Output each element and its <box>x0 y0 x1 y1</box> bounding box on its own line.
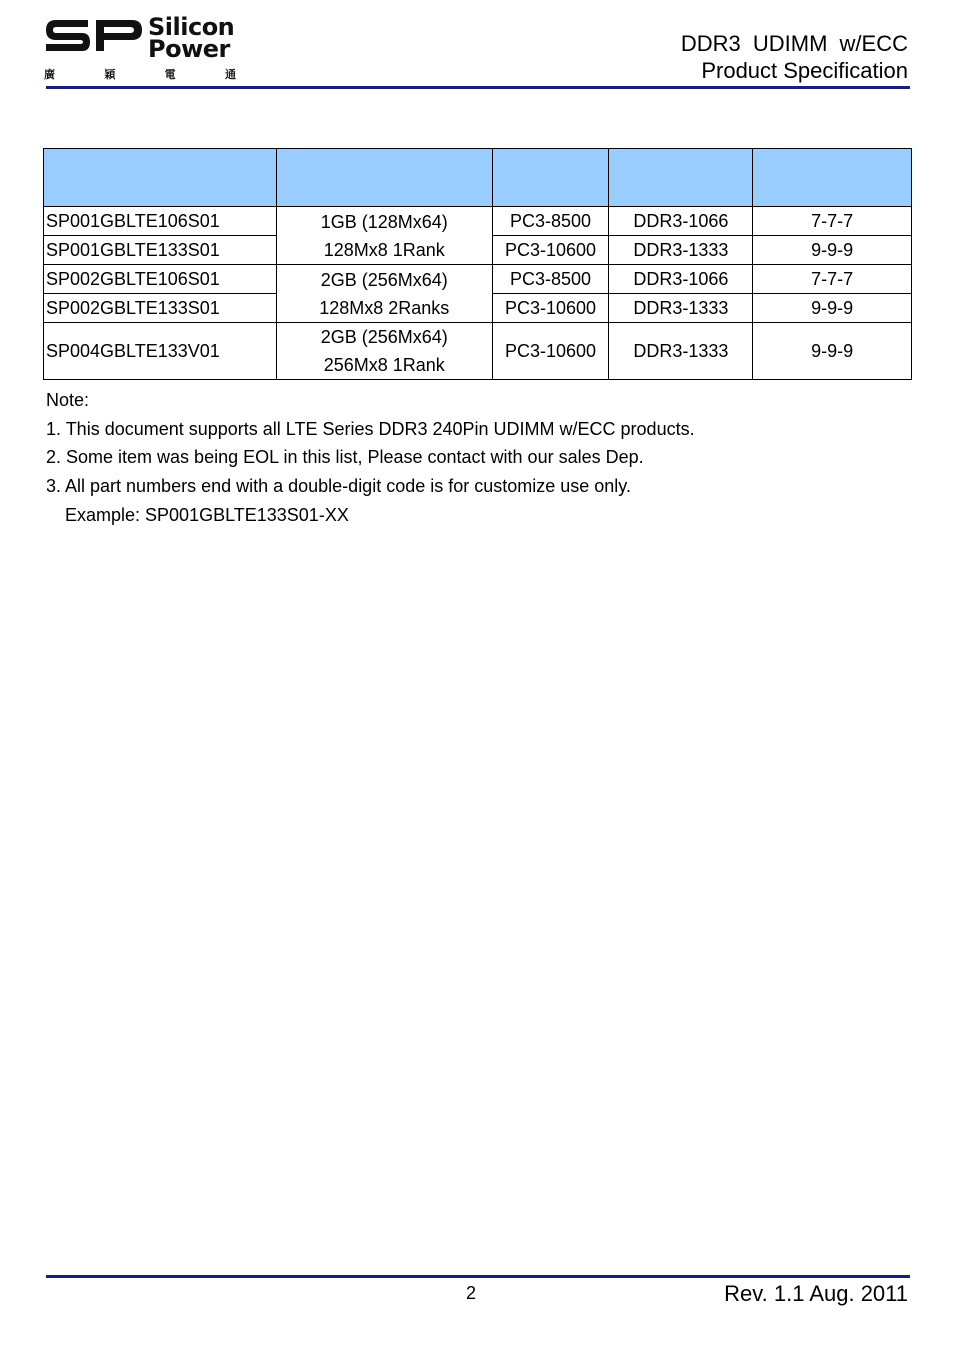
note-item: 2. Some item was being EOL in this list, Please contact with our sales Dep. <box>46 447 644 468</box>
latency-cell: 7-7-7 <box>753 207 912 236</box>
sp-logo-icon <box>44 16 144 60</box>
latency-cell: 7-7-7 <box>753 265 912 294</box>
table-header-row <box>44 149 912 207</box>
organization-line: 256Mx8 1Rank <box>323 355 445 375</box>
capacity-line: 1GB (128Mx64) <box>320 211 448 232</box>
logo-cjk-char: 廣 <box>44 68 55 81</box>
document-title-line1: DDR3 UDIMM w/ECC <box>680 31 908 56</box>
capacity-cell <box>276 207 492 265</box>
type-cell: DDR3-1333 <box>609 294 753 323</box>
footer-divider <box>46 1275 910 1278</box>
table-row <box>44 207 912 236</box>
column-header <box>44 149 277 207</box>
organization-line: 128Mx8 1Rank <box>323 239 445 260</box>
capacity-line: 2GB (256Mx64) <box>320 327 448 347</box>
page-number: 2 <box>466 1283 477 1303</box>
logo-chinese-name <box>44 66 236 82</box>
part-number-cell: SP002GBLTE133S01 <box>44 294 277 323</box>
speed-cell: PC3-8500 <box>492 207 609 236</box>
note-item: 1. This document supports all LTE Series DDR3 240Pin UDIMM w/ECC products. <box>46 418 695 439</box>
notes-label: Note: <box>46 390 90 410</box>
type-cell: DDR3-1066 <box>609 265 753 294</box>
product-table <box>43 148 912 380</box>
notes-section <box>46 386 695 530</box>
column-header <box>276 149 492 207</box>
latency-cell: 9-9-9 <box>753 236 912 265</box>
speed-cell: PC3-10600 <box>492 294 609 323</box>
organization-line: 128Mx8 2Ranks <box>319 297 450 318</box>
column-header <box>753 149 912 207</box>
logo-wordmark <box>148 13 235 63</box>
type-cell: DDR3-1333 <box>609 236 753 265</box>
speed-cell: PC3-8500 <box>492 265 609 294</box>
part-number-cell: SP002GBLTE106S01 <box>44 265 277 294</box>
latency-cell: 9-9-9 <box>753 294 912 323</box>
table-row <box>44 323 912 380</box>
page-header <box>0 0 954 95</box>
latency-cell: 9-9-9 <box>753 323 912 380</box>
capacity-cell <box>276 323 492 380</box>
part-number-cell: SP001GBLTE133S01 <box>44 236 277 265</box>
type-cell: DDR3-1066 <box>609 207 753 236</box>
table-row <box>44 265 912 294</box>
part-number-cell: SP004GBLTE133V01 <box>44 323 277 380</box>
note-item: 3. All part numbers end with a double-digit code is for customize use only. <box>46 476 631 497</box>
type-cell: DDR3-1333 <box>609 323 753 380</box>
note-example: Example: SP001GBLTE133S01-XX <box>65 504 349 525</box>
speed-cell: PC3-10600 <box>492 323 609 380</box>
part-number-cell: SP001GBLTE106S01 <box>44 207 277 236</box>
capacity-cell <box>276 265 492 323</box>
document-title-line2: Product Specification <box>701 58 908 83</box>
logo-cjk-char: 通 <box>224 68 236 81</box>
capacity-line: 2GB (256Mx64) <box>320 269 448 290</box>
column-header <box>609 149 753 207</box>
document-title <box>681 30 908 84</box>
header-divider <box>46 86 910 89</box>
silicon-power-logo <box>44 13 236 84</box>
logo-wordmark-line2: Power <box>148 35 230 63</box>
column-header <box>492 149 609 207</box>
logo-wordmark-line1: Silicon <box>148 13 235 41</box>
revision-label: Rev. 1.1 Aug. 2011 <box>724 1281 908 1306</box>
speed-cell: PC3-10600 <box>492 236 609 265</box>
logo-cjk-char: 穎 <box>104 68 116 81</box>
logo-cjk-char: 電 <box>164 68 176 81</box>
